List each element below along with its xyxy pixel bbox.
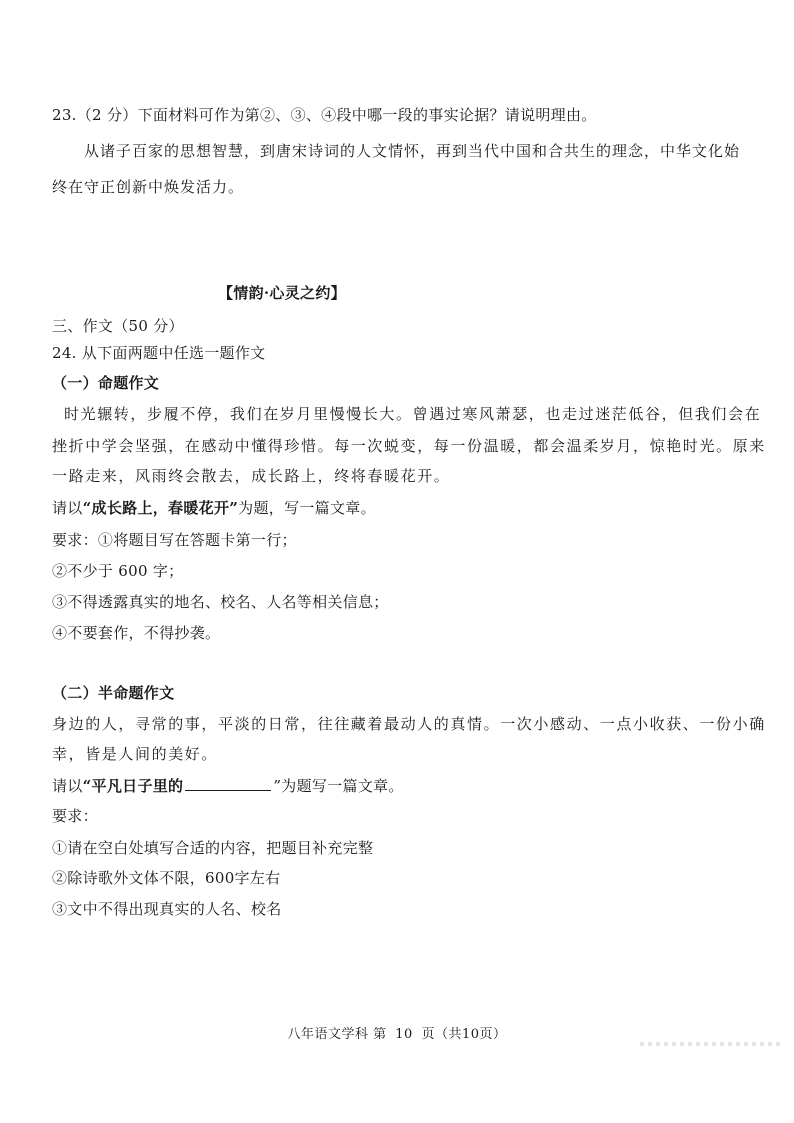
scan-artifact <box>640 1042 780 1046</box>
option2-essay-title: “平凡日子里的 <box>82 777 184 795</box>
option1-para-line1: 时光辗转，步履不停，我们在岁月里慢慢长大。曾遇过寒风萧瑟，也走过迷茫低谷，但我们会在 <box>64 405 762 423</box>
option1-req3: ③不得透露真实的地名、校名、人名等相关信息； <box>52 593 389 611</box>
option2-req2: ②除诗歌外文体不限，600字左右 <box>52 869 281 887</box>
q23-prompt: 23.（2 分）下面材料可作为第②、③、④段中哪一段的事实论据？请说明理由。 <box>52 106 597 124</box>
option2-para-line2: 幸，皆是人间的美好。 <box>52 745 219 763</box>
option1-req4: ④不要套作，不得抄袭。 <box>52 624 221 642</box>
option1-para-line2: 挫折中学会坚强，在感动中懂得珍惜。每一次蜕变，每一份温暖，都会温柔岁月，惊艳时光。原来 <box>52 437 766 455</box>
option1-instruction-prefix: 请以 <box>52 499 83 517</box>
page-footer <box>0 1023 794 1042</box>
option1-instruction-suffix: 为题，写一篇文章。 <box>238 499 376 517</box>
option2-instruction-prefix: 请以 <box>52 777 83 795</box>
option1-req1: 要求：①将题目写在答题卡第一行； <box>52 531 297 549</box>
footer-prefix: 八年语文学科 第 <box>287 1027 387 1042</box>
footer-suffix: 页） <box>479 1027 507 1042</box>
option2-title: （二）半命题作文 <box>52 684 175 702</box>
option1-title: （一）命题作文 <box>52 374 160 392</box>
option2-instruction-suffix: ”为题写一篇文章。 <box>273 777 404 795</box>
option1-instruction <box>52 498 376 518</box>
option1-para-line3: 一路走来，风雨终会散去，成长路上，终将春暖花开。 <box>52 467 451 485</box>
title-blank-line <box>185 775 271 791</box>
option2-req-label: 要求： <box>52 807 98 825</box>
option2-instruction <box>52 775 404 796</box>
footer-middle: 页（共 <box>421 1027 462 1042</box>
option1-req2: ②不少于 600 字； <box>52 562 184 580</box>
option1-essay-title: “成长路上，春暖花开” <box>82 499 239 517</box>
option2-req1: ①请在空白处填写合适的内容，把题目补充完整 <box>52 839 374 857</box>
q23-material-line2: 终在守正创新中焕发活力。 <box>52 178 245 196</box>
footer-total-pages: 10 <box>461 1027 480 1042</box>
option2-para-line1: 身边的人，寻常的事，平淡的日常，往往藏着最动人的真情。一次小感动、一点小收获、一份小确 <box>52 715 766 733</box>
footer-page-number: 10 <box>395 1027 413 1042</box>
section-heading: 【情韵·心灵之约】 <box>218 284 346 302</box>
option2-req3: ③文中不得出现真实的人名、校名 <box>52 900 282 918</box>
q23-material-line1: 从诸子百家的思想智慧，到唐宋诗词的人文情怀，再到当代中国和合共生的理念，中华文化始 <box>84 142 741 160</box>
q24-title: 24. 从下面两题中任选一题作文 <box>52 344 266 362</box>
part3-title: 三、作文（50 分） <box>52 317 184 335</box>
